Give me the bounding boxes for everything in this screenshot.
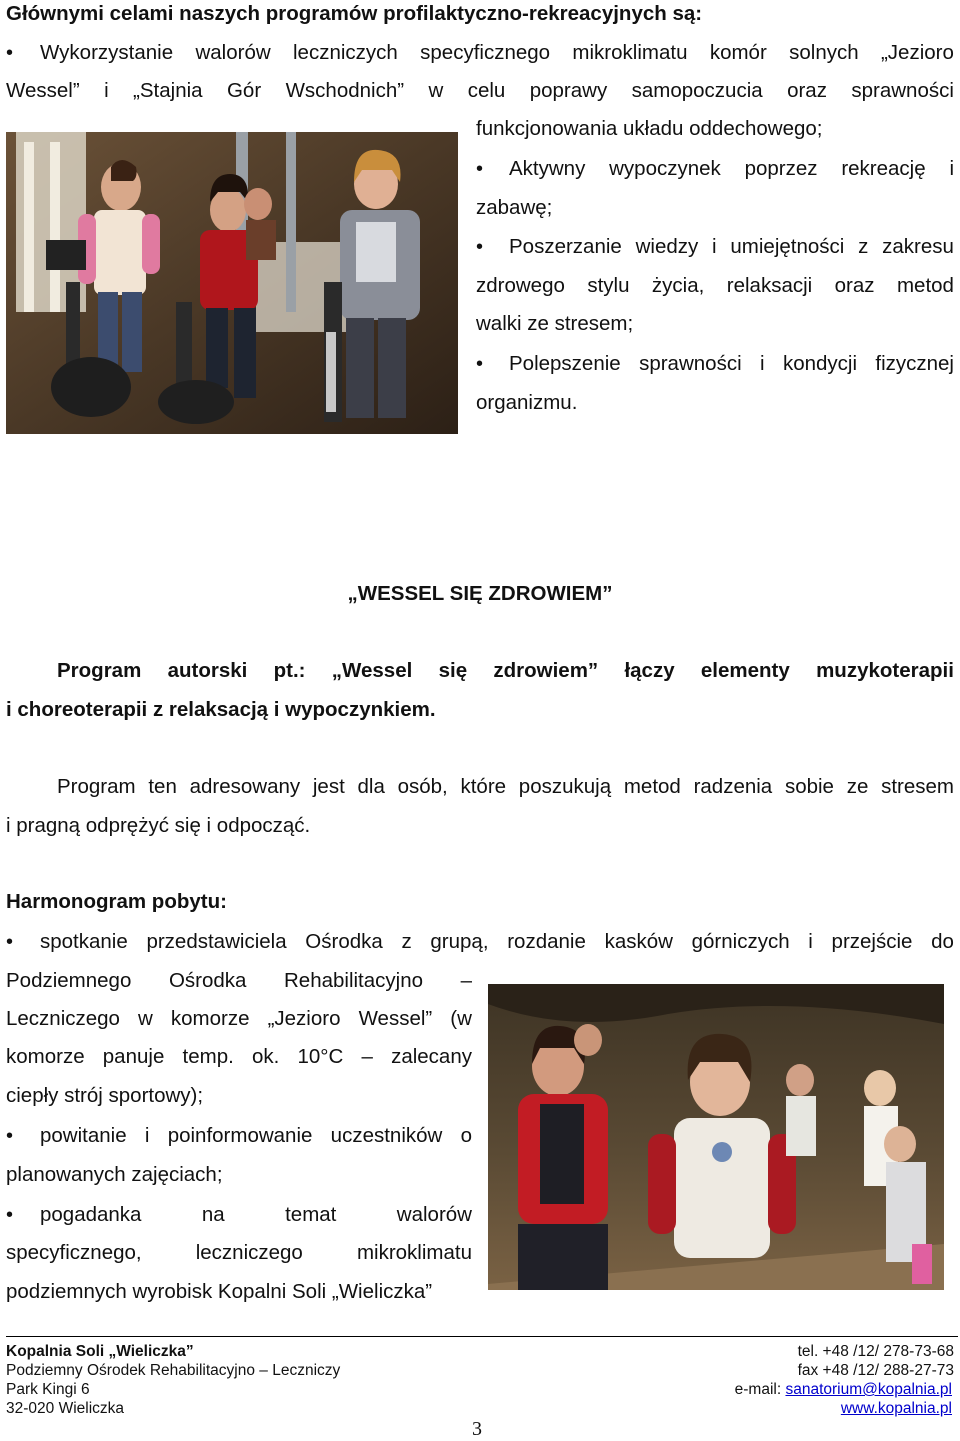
word: komorze xyxy=(170,1007,250,1030)
footer-email-link[interactable]: sanatorium@kopalnia.pl xyxy=(785,1381,952,1398)
word: jest xyxy=(312,775,345,798)
word: które xyxy=(460,775,507,798)
word: i xyxy=(144,1124,150,1147)
program-desc-line-1 xyxy=(57,659,954,683)
word: Wschodnich” xyxy=(285,79,405,102)
goal-4-line-1 xyxy=(509,352,954,376)
goal-4-line-2: organizmu. xyxy=(476,391,578,414)
word: specyficznego xyxy=(420,41,551,64)
word: Program xyxy=(57,775,136,798)
schedule-1-line-1 xyxy=(40,930,954,954)
goals-heading: Głównymi celami naszych programów profilaktyczno-rekreacyjnych są: xyxy=(6,2,703,25)
schedule-1-line-3 xyxy=(6,1007,472,1031)
word: zakresu xyxy=(882,235,954,258)
word: i xyxy=(808,930,813,953)
goal-1-line-1 xyxy=(40,41,954,65)
word: Program xyxy=(57,659,142,682)
word: Leczniczego xyxy=(6,1007,120,1030)
word: 10°C xyxy=(297,1045,344,1068)
word: wypoczynek xyxy=(609,157,721,180)
word: „Wessel xyxy=(331,659,413,682)
word: i xyxy=(949,157,954,180)
word: leczniczych xyxy=(293,41,398,64)
goal-3-line-1 xyxy=(509,235,954,259)
word: wiedzy xyxy=(635,235,699,258)
word: spotkanie xyxy=(40,930,128,953)
word: „Jezioro xyxy=(880,41,954,64)
schedule-3-line-3: podziemnych wyrobisk Kopalni Soli „Wieliczka” xyxy=(6,1280,433,1303)
word: ze xyxy=(846,775,869,798)
bullet-icon: • xyxy=(476,353,484,375)
word: autorski xyxy=(167,659,248,682)
word: kondycji xyxy=(782,352,857,375)
word: w xyxy=(138,1007,153,1030)
word: relaksacji xyxy=(726,274,813,297)
word: poprawy xyxy=(529,79,608,102)
word: walorów xyxy=(396,1203,472,1226)
word: stresem xyxy=(881,775,954,798)
footer-unit: Podziemny Ośrodek Rehabilitacyjno – Leczniczy xyxy=(6,1362,341,1379)
word: oraz xyxy=(787,79,827,102)
footer-email-label: e-mail: xyxy=(734,1381,786,1398)
goal-3-line-3: walki ze stresem; xyxy=(476,312,634,335)
word: rekreację xyxy=(841,157,926,180)
goal-1-line-2 xyxy=(6,79,954,103)
word: kasków xyxy=(604,930,673,953)
word: poszukują xyxy=(518,775,612,798)
word: do xyxy=(931,930,954,953)
word: sprawności xyxy=(639,352,742,375)
word: leczniczego xyxy=(195,1241,303,1264)
word: ok. xyxy=(251,1045,280,1068)
footer-tel: tel. +48 /12/ 278-73-68 xyxy=(797,1343,954,1360)
program-title: „WESSEL SIĘ ZDROWIEM” xyxy=(347,582,613,605)
word: dla xyxy=(357,775,385,798)
word: i xyxy=(712,235,717,258)
word: rozdanie xyxy=(507,930,586,953)
schedule-3-line-2 xyxy=(6,1241,472,1265)
footer-rule xyxy=(6,1336,958,1337)
word: łączy xyxy=(624,659,675,682)
word: umiejętności xyxy=(730,235,845,258)
word: Wessel” xyxy=(358,1007,433,1030)
word: stylu xyxy=(587,274,630,297)
word: w xyxy=(428,79,444,102)
word: przedstawiciela xyxy=(146,930,287,953)
word: i xyxy=(760,352,765,375)
word: Gór xyxy=(226,79,262,102)
word: życia, xyxy=(651,274,705,297)
word: muzykoterapii xyxy=(816,659,954,682)
gym-photo xyxy=(6,132,458,434)
word: Rehabilitacyjno xyxy=(283,969,424,992)
word: z xyxy=(401,930,412,953)
word: Wessel” xyxy=(6,79,80,102)
dance-photo xyxy=(488,984,944,1290)
word: panuje xyxy=(102,1045,165,1068)
word: zalecany xyxy=(391,1045,472,1068)
word: ten xyxy=(148,775,177,798)
word: metod xyxy=(623,775,681,798)
word: komór xyxy=(709,41,767,64)
word: adresowany xyxy=(189,775,301,798)
word: „Jezioro xyxy=(267,1007,341,1030)
page-number: 3 xyxy=(472,1418,482,1440)
word: Ośrodka xyxy=(305,930,383,953)
program-audience-line-1 xyxy=(57,775,954,799)
word: się xyxy=(438,659,468,682)
word: zdrowego xyxy=(476,274,565,297)
word: Poszerzanie xyxy=(509,235,622,258)
footer-fax: fax +48 /12/ 288-27-73 xyxy=(797,1362,954,1379)
word: uczestników xyxy=(330,1124,443,1147)
schedule-1-line-4 xyxy=(6,1045,472,1069)
word: „Stajnia xyxy=(133,79,203,102)
word: solnych xyxy=(789,41,859,64)
word: specyficznego, xyxy=(6,1241,142,1264)
schedule-3-line-1 xyxy=(40,1203,472,1227)
footer-www-row xyxy=(841,1399,952,1418)
footer-city: 32-020 Wieliczka xyxy=(6,1400,125,1417)
word: radzenia xyxy=(693,775,773,798)
word: o xyxy=(460,1124,472,1147)
word: – xyxy=(361,1045,373,1068)
word: temat xyxy=(285,1203,337,1226)
bullet-icon: • xyxy=(476,158,484,180)
footer-email-row xyxy=(735,1380,952,1399)
goal-1-line-3: funkcjonowania układu oddechowego; xyxy=(476,117,823,140)
word: temp. xyxy=(182,1045,234,1068)
word: mikroklimatu xyxy=(356,1241,472,1264)
word: Ośrodka xyxy=(168,969,247,992)
word: przejście xyxy=(831,930,913,953)
word: oraz xyxy=(834,274,875,297)
word: pt.: xyxy=(273,659,306,682)
dance-photo-image xyxy=(488,984,944,1290)
bullet-icon: • xyxy=(6,931,14,953)
schedule-1-line-5: ciepły strój sportowy); xyxy=(6,1084,204,1107)
word: (w xyxy=(450,1007,472,1030)
schedule-1-line-2 xyxy=(6,969,472,993)
word: na xyxy=(201,1203,225,1226)
goal-2-line-2: zabawę; xyxy=(476,196,553,219)
footer-www-link[interactable]: www.kopalnia.pl xyxy=(840,1400,952,1417)
word: elementy xyxy=(700,659,790,682)
word: pogadanka xyxy=(40,1203,142,1226)
schedule-2-line-1 xyxy=(40,1124,472,1148)
bullet-icon: • xyxy=(476,236,484,258)
footer-street: Park Kingi 6 xyxy=(6,1381,90,1398)
schedule-2-line-2: planowanych zajęciach; xyxy=(6,1163,223,1186)
word: z xyxy=(858,235,869,258)
word: poprzez xyxy=(744,157,818,180)
word: osób, xyxy=(397,775,448,798)
gym-photo-image xyxy=(6,132,458,434)
word: zdrowiem” xyxy=(493,659,599,682)
bullet-icon: • xyxy=(6,42,14,64)
word: metod xyxy=(896,274,954,297)
word: i xyxy=(104,79,109,102)
word: celu xyxy=(467,79,506,102)
program-desc-line-2: i choreoterapii z relaksacją i wypoczynkiem. xyxy=(6,698,436,721)
word: fizycznej xyxy=(875,352,954,375)
program-audience-line-2: i pragną odprężyć się i odpocząć. xyxy=(6,814,311,837)
word: walorów xyxy=(195,41,271,64)
word: Wykorzystanie xyxy=(40,41,174,64)
word: Aktywny xyxy=(509,157,586,180)
word: grupą, xyxy=(430,930,489,953)
word: powitanie xyxy=(40,1124,127,1147)
schedule-heading: Harmonogram pobytu: xyxy=(6,890,227,913)
word: komorze xyxy=(6,1045,85,1068)
word: poinformowanie xyxy=(167,1124,313,1147)
word: sprawności xyxy=(851,79,954,102)
bullet-icon: • xyxy=(6,1204,14,1226)
word: samopoczucia xyxy=(631,79,763,102)
word: górniczych xyxy=(691,930,790,953)
word: Podziemnego xyxy=(6,969,132,992)
word: – xyxy=(460,969,472,992)
goal-2-line-1 xyxy=(509,157,954,181)
footer-org: Kopalnia Soli „Wieliczka” xyxy=(6,1343,194,1360)
goal-3-line-2 xyxy=(476,274,954,298)
word: mikroklimatu xyxy=(572,41,688,64)
bullet-icon: • xyxy=(6,1125,14,1147)
word: sobie xyxy=(784,775,834,798)
word: Polepszenie xyxy=(509,352,621,375)
